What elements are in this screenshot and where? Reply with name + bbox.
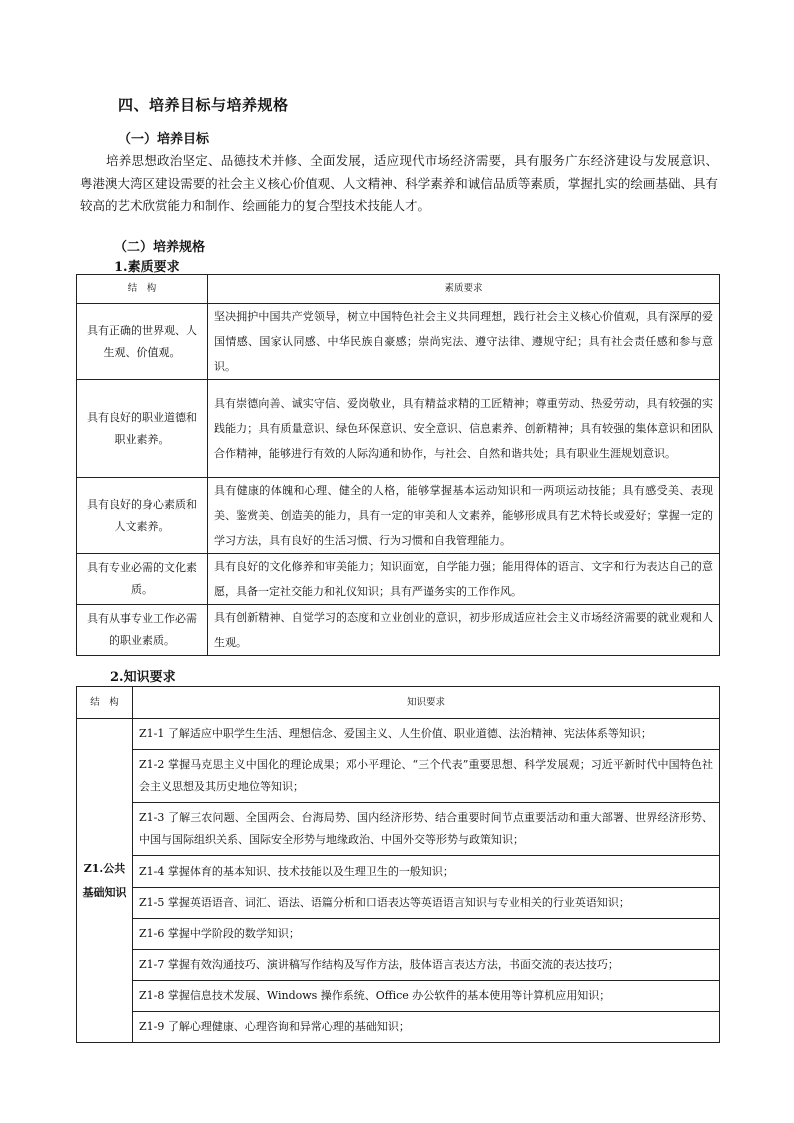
table-row (77, 478, 720, 554)
quality-requirement-cell: 坚决拥护中国共产党领导，树立中国特色社会主义共同理想，践行社会主义核心价值观，具有深厚的爱国情感、国家认同感、中华民族自豪感；崇尚宪法、遵守法律、遵规守纪；具有社会责任感和参与意识。 (208, 304, 720, 380)
quality-heading: 1.素质要求 (114, 260, 180, 275)
goal-heading: （一）培养目标 (118, 132, 210, 147)
quality-table (76, 274, 720, 656)
knowledge-item: Z1-3 了解三农问题、全国两会、台海局势、国内经济形势、结合重要时间节点重要活动和重大部署、世界经济形势、中国与国际组织关系、国际安全形势与地缘政治、中国外交等形势与政策知识； (133, 803, 720, 856)
table-row (77, 919, 720, 950)
table-row (77, 856, 720, 888)
table-row (77, 950, 720, 981)
knowledge-col-structure: 结 构 (77, 687, 133, 719)
quality-requirement-cell: 具有崇德向善、诚实守信、爱岗敬业，具有精益求精的工匠精神；尊重劳动、热爱劳动，具有较强的实践能力；具有质量意识、绿色环保意识、安全意识、信息素养、创新精神；具有较强的集体意识和团队合作精神，能够进行有效的人际沟通和协作，与社会、自然和谐共处；具有职业生涯规划意识。 (208, 380, 720, 478)
knowledge-item: Z1-4 掌握体育的基本知识、技术技能以及生理卫生的一般知识； (133, 856, 720, 888)
knowledge-item: Z1-6 掌握中学阶段的数学知识； (133, 919, 720, 950)
table-row (77, 605, 720, 656)
quality-requirement-cell: 具有创新精神、自觉学习的态度和立业创业的意识，初步形成适应社会主义市场经济需要的就业观和人生观。 (208, 605, 720, 656)
knowledge-item: Z1-2 掌握马克思主义中国化的理论成果；邓小平理论、“三个代表”重要思想、科学发展观；习近平新时代中国特色社会主义思想及其历史地位等知识； (133, 750, 720, 803)
knowledge-col-requirement: 知识要求 (133, 687, 720, 719)
spec-heading: （二）培养规格 (114, 240, 206, 255)
quality-col-requirement: 素质要求 (208, 275, 720, 304)
quality-structure-cell: 具有专业必需的文化素质。 (77, 554, 208, 605)
knowledge-item: Z1-7 掌握有效沟通技巧、演讲稿写作结构及写作方法，肢体语言表达方法，书面交流的表达技巧； (133, 950, 720, 981)
table-row (77, 1012, 720, 1043)
quality-requirement-cell: 具有良好的文化修养和审美能力；知识面宽，自学能力强；能用得体的语言、文字和行为表达自己的意愿，具备一定社交能力和礼仪知识；具有严谨务实的工作作风。 (208, 554, 720, 605)
knowledge-item: Z1-5 掌握英语语音、词汇、语法、语篇分析和口语表达等英语语言知识与专业相关的行业英语知识； (133, 888, 720, 919)
quality-structure-cell: 具有良好的身心素质和人文素养。 (77, 478, 208, 554)
table-row (77, 304, 720, 380)
knowledge-item: Z1-8 掌握信息技术发展、Windows 操作系统、Office 办公软件的基本使用等计算机应用知识； (133, 981, 720, 1012)
knowledge-table (76, 686, 720, 1043)
quality-requirement-cell: 具有健康的体魄和心理、健全的人格，能够掌握基本运动知识和一两项运动技能；具有感受美、表现美、鉴赏美、创造美的能力，具有一定的审美和人文素养，能够形成具有艺术特长或爱好；掌握一定的学习方法，具有良好的生活习惯、行为习惯和自我管理能力。 (208, 478, 720, 554)
table-row (77, 750, 720, 803)
table-row (77, 554, 720, 605)
knowledge-heading: 2.知识要求 (110, 670, 176, 685)
table-row (77, 981, 720, 1012)
quality-structure-cell: 具有正确的世界观、人生观、价值观。 (77, 304, 208, 380)
table-row (77, 380, 720, 478)
section-title: 四、培养目标与培养规格 (118, 96, 289, 114)
quality-table-header (77, 275, 720, 304)
knowledge-item: Z1-1 了解适应中职学生生活、理想信念、爱国主义、人生价值、职业道德、法治精神、宪法体系等知识； (133, 719, 720, 750)
knowledge-category-cell: Z1.公共基础知识 (77, 719, 133, 1043)
knowledge-item: Z1-9 了解心理健康、心理咨询和异常心理的基础知识； (133, 1012, 720, 1043)
knowledge-table-header (77, 687, 720, 719)
table-row (77, 719, 720, 750)
quality-structure-cell: 具有从事专业工作必需的职业素质。 (77, 605, 208, 656)
quality-structure-cell: 具有良好的职业道德和职业素养。 (77, 380, 208, 478)
goal-paragraph: 培养思想政治坚定、品德技术并修、全面发展，适应现代市场经济需要，具有服务广东经济建设与发展意识、粤港澳大湾区建设需要的社会主义核心价值观、人文精神、科学素养和诚信品质等素质，掌握扎实的绘画基础、具有较高的艺术欣赏能力和制作、绘画能力的复合型技术技能人才。 (80, 153, 718, 213)
quality-col-structure: 结 构 (77, 275, 208, 304)
table-row (77, 888, 720, 919)
table-row (77, 803, 720, 856)
